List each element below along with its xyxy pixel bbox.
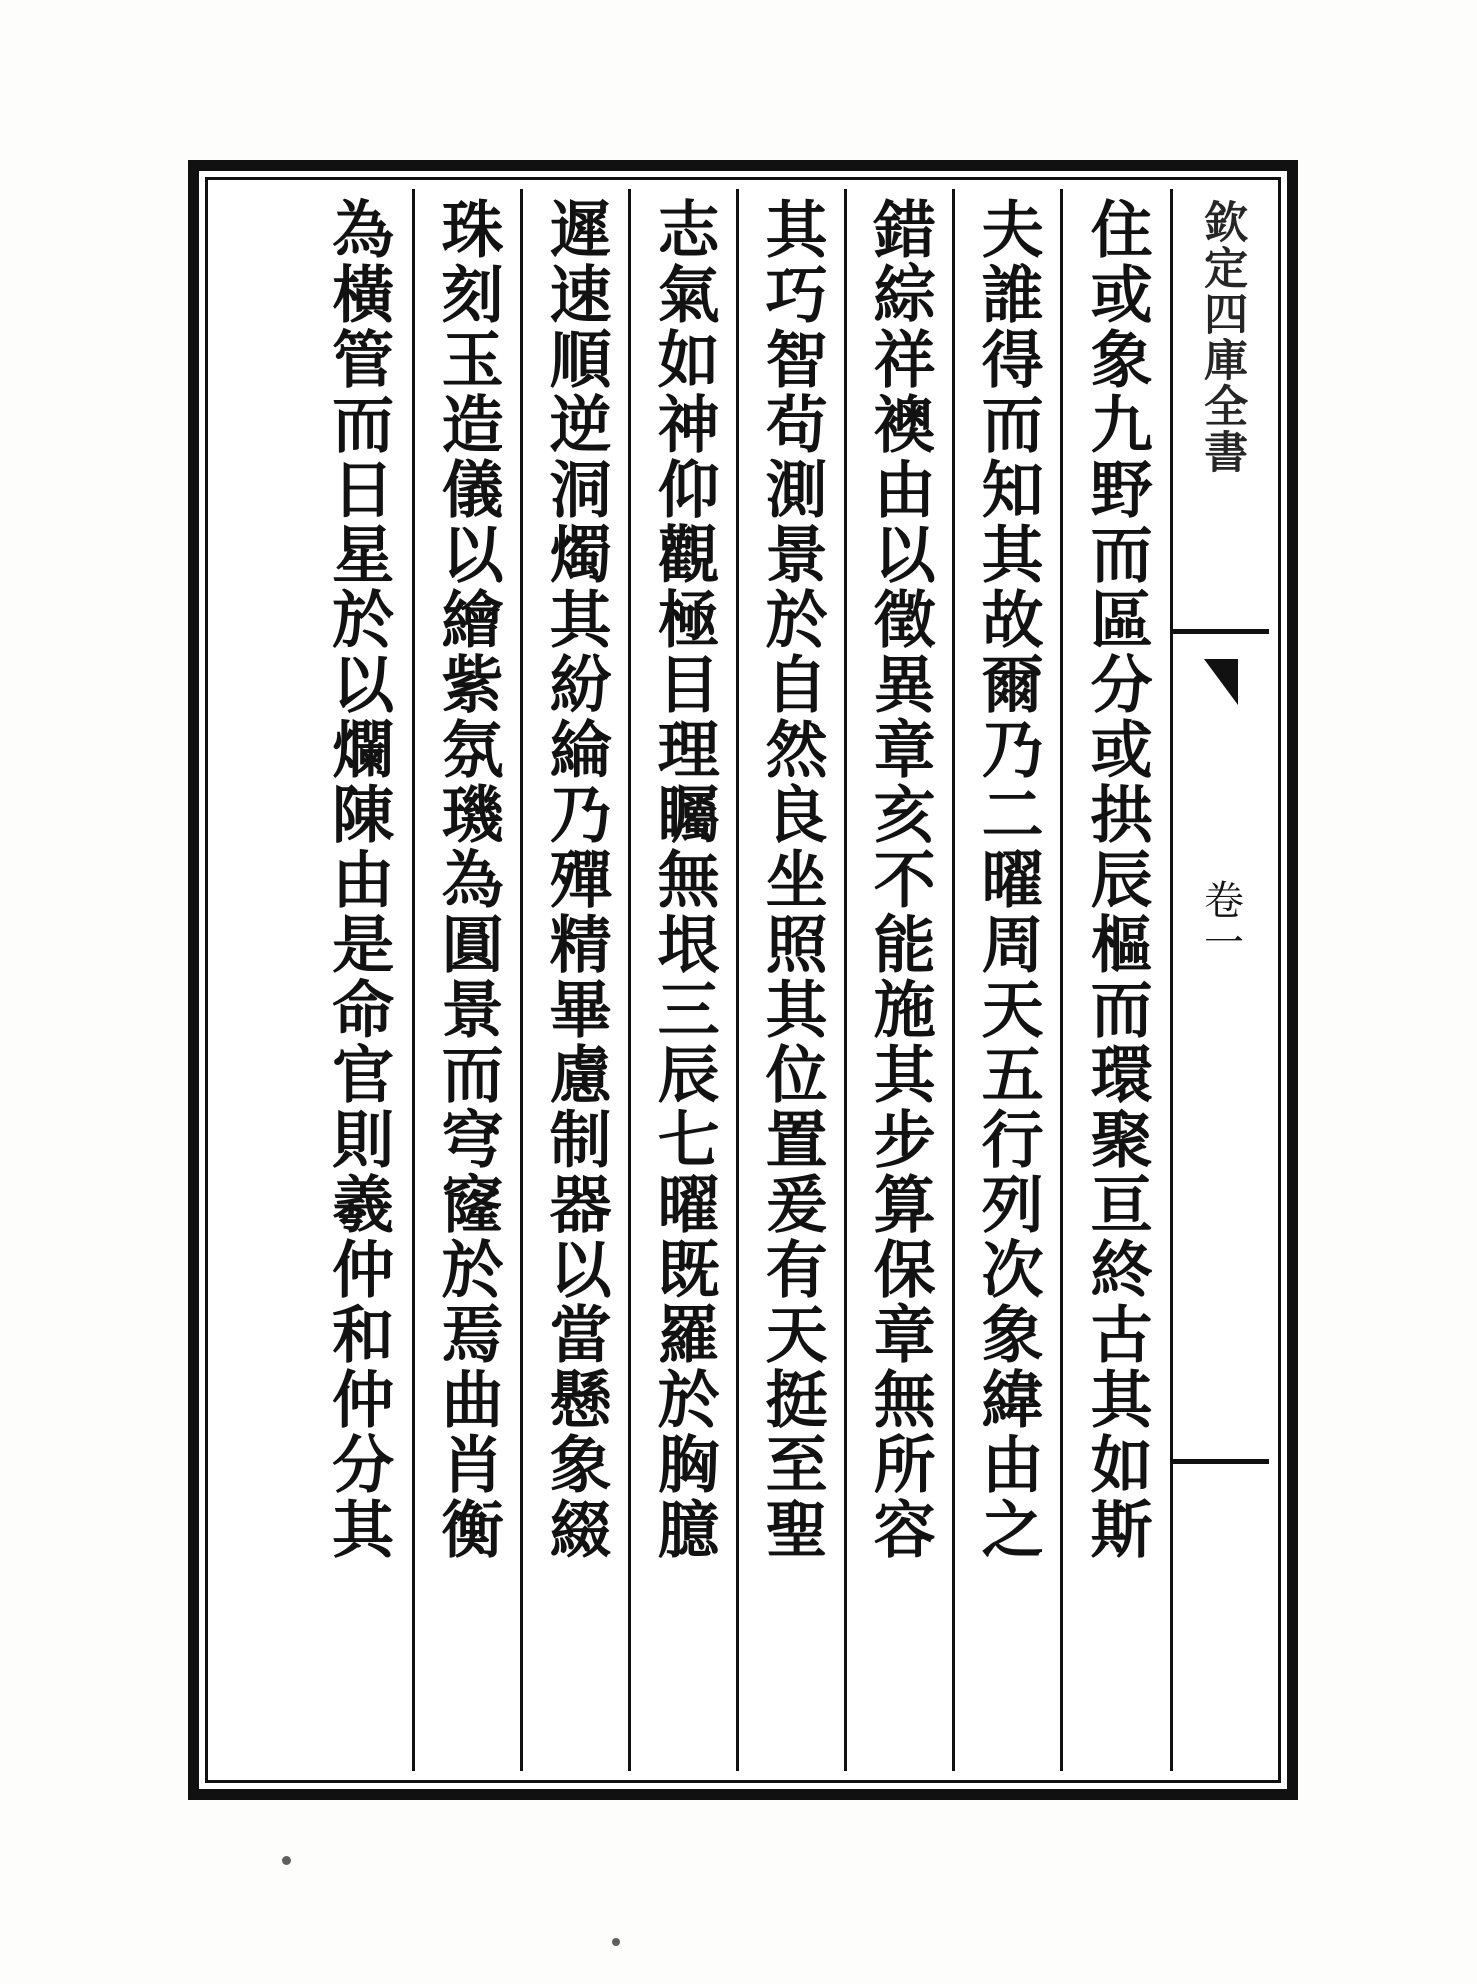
ink-speck bbox=[282, 1856, 291, 1865]
column-text: 夫誰得而知其故爾乃二曜周天五行列次象緯由之 bbox=[971, 197, 1045, 1562]
text-column bbox=[1060, 189, 1170, 1771]
text-column bbox=[304, 189, 412, 1771]
column-text: 其巧智茍測景於自然良坐照其位置爰有天挺至聖 bbox=[755, 197, 829, 1562]
column-text: 志氣如神仰觀極目理矚無垠三辰七曜既羅於胸臆 bbox=[647, 197, 721, 1562]
banner-rule-top bbox=[1173, 629, 1269, 634]
text-column bbox=[952, 189, 1060, 1771]
text-column bbox=[844, 189, 952, 1771]
text-column bbox=[628, 189, 736, 1771]
ink-speck bbox=[612, 1938, 620, 1946]
text-column-container bbox=[217, 189, 1269, 1771]
page-border-frame bbox=[188, 160, 1298, 1800]
book-title: 欽定四庫全書 bbox=[1196, 199, 1248, 475]
volume-label: 卷一 bbox=[1197, 879, 1244, 963]
column-text: 住或象九野而區分或拱辰樞而環聚亘終古其如斯 bbox=[1080, 197, 1154, 1562]
column-text: 錯綜祥襖由以徵異章亥不能施其步算保章無所容 bbox=[863, 197, 937, 1562]
column-text: 遲速順逆洞燭其紛綸乃殫精畢慮制器以當懸象綴 bbox=[539, 197, 613, 1562]
column-text: 珠刻玉造儀以繪紫氛璣為圓景而穹窿於焉曲肖衡 bbox=[431, 197, 505, 1562]
text-column bbox=[520, 189, 628, 1771]
text-column bbox=[736, 189, 844, 1771]
fish-tail-mark-icon bbox=[1204, 659, 1238, 705]
text-column bbox=[412, 189, 520, 1771]
banner-rule-bottom bbox=[1173, 1459, 1269, 1464]
column-text: 為橫管而日星於以爛陳由是命官則羲仲和仲分其 bbox=[321, 197, 395, 1562]
banner-column bbox=[1170, 189, 1269, 1771]
